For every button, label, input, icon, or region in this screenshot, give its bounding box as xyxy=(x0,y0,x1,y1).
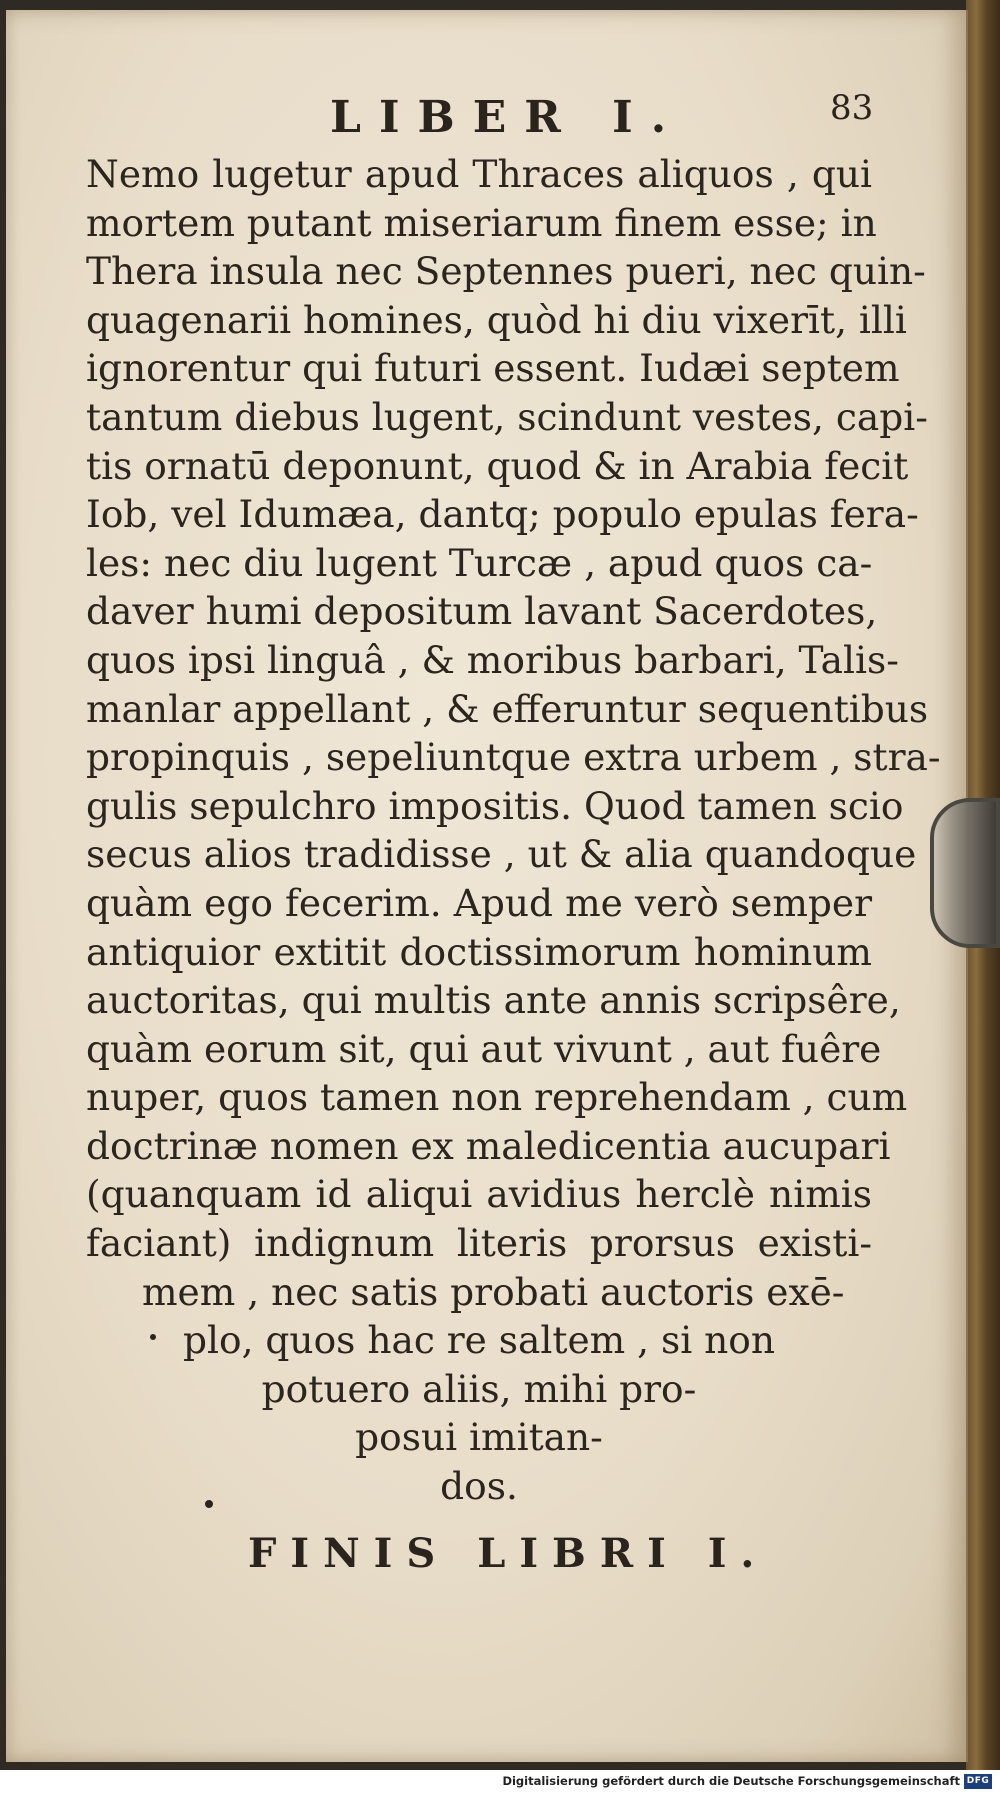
text-line: nuper, quos tamen non reprehendam , cum xyxy=(86,1075,908,1120)
text-line: doctrinæ nomen ex maledicentia aucupari xyxy=(86,1123,891,1168)
taper-line: plo, quos hac re saltem , si non xyxy=(183,1318,775,1363)
text-line: gulis sepulchro impositis. Quod tamen scio xyxy=(86,783,904,828)
ink-speck xyxy=(150,1334,156,1340)
text-line: antiquior extitit doctissimorum hominum xyxy=(86,929,872,974)
text-line: secus alios tradidisse , ut & alia quandoque xyxy=(86,832,917,877)
text-line: Iob, vel Idumæa, dantq; populo epulas fera- xyxy=(86,492,919,537)
ink-speck xyxy=(205,1500,213,1508)
page-clip xyxy=(930,798,1000,948)
taper-line: posui imitan- xyxy=(355,1415,603,1460)
funding-credit: Digitalisierung gefördert durch die Deutsche Forschungsgemeinschaft xyxy=(502,1774,960,1788)
text-line: quàm ego fecerim. Apud me verò semper xyxy=(86,880,872,925)
text-line: auctoritas, qui multis ante annis scripsêre, xyxy=(86,978,901,1023)
body-text xyxy=(86,150,941,1511)
text-line: propinquis , sepeliuntque extra urbem , stra- xyxy=(86,735,941,780)
text-line: (quanquam id aliqui avidius herclè nimis xyxy=(86,1172,872,1217)
text-line: quagenarii homines, quòd hi diu vixerīt, illi xyxy=(86,297,907,342)
text-line: Nemo lugetur apud Thraces aliquos , qui xyxy=(86,152,872,196)
text-line: tis ornatū deponunt, quod & in Arabia fecit xyxy=(86,443,909,488)
text-line: quos ipsi linguâ , & moribus barbari, Talis- xyxy=(86,637,899,682)
text-line: mortem putant miseriarum finem esse; in xyxy=(86,200,877,245)
running-head: LIBER I. xyxy=(330,92,685,143)
text-line: daver humi depositum lavant Sacerdotes, xyxy=(86,589,878,634)
page-number: 83 xyxy=(830,88,874,128)
text-line: Thera insula nec Septennes pueri, nec quin- xyxy=(86,249,926,294)
taper-line: potuero aliis, mihi pro- xyxy=(261,1366,697,1411)
taper-line: dos. xyxy=(440,1464,518,1509)
text-line: ignorentur qui futuri essent. Iudæi septem xyxy=(86,346,900,391)
text-line: manlar appellant , & efferuntur sequentibus xyxy=(86,686,929,731)
text-line: les: nec diu lugent Turcæ , apud quos ca- xyxy=(86,540,873,585)
dfg-logo-icon: DFG xyxy=(964,1774,992,1789)
colophon: FINIS LIBRI I. xyxy=(248,1530,769,1577)
text-line: tantum diebus lugent, scindunt vestes, capi- xyxy=(86,394,928,439)
text-line: quàm eorum sit, qui aut vivunt , aut fuêre xyxy=(86,1026,882,1071)
text-line: faciant) indignum literis prorsus existi- xyxy=(86,1221,872,1266)
taper-line: mem , nec satis probati auctoris exē- xyxy=(142,1269,845,1314)
